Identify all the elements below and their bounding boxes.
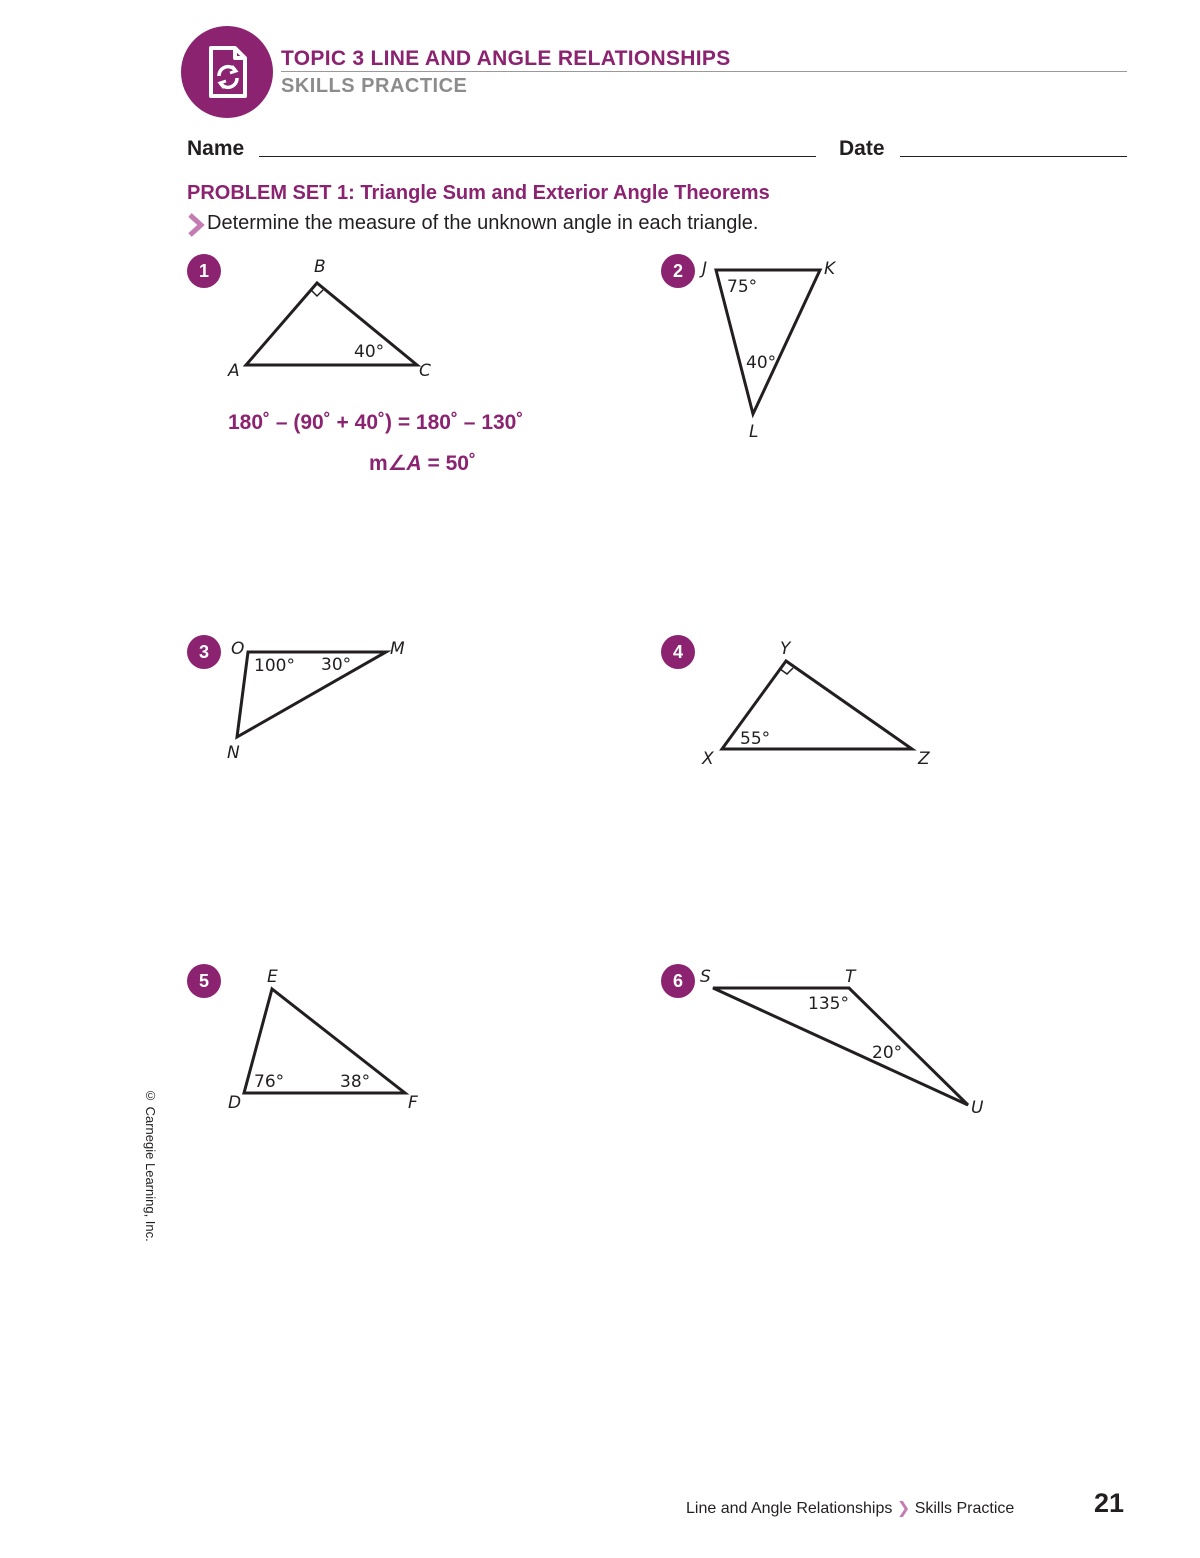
answer-prefix: m∠ xyxy=(369,452,407,475)
vertex-label: M xyxy=(390,639,405,659)
problem-number-badge: 3 xyxy=(187,635,221,669)
angle-label: 75° xyxy=(727,277,758,297)
angle-label: 38° xyxy=(340,1072,371,1092)
problem-number-badge: 2 xyxy=(661,254,695,288)
vertex-label: F xyxy=(408,1093,418,1113)
vertex-label: Z xyxy=(918,749,930,769)
topic-subtitle: SKILLS PRACTICE xyxy=(281,75,468,97)
vertex-label: J xyxy=(702,259,708,279)
problem-number-badge: 5 xyxy=(187,964,221,998)
triangle-abc xyxy=(246,283,417,365)
angle-label: 55° xyxy=(740,729,771,749)
angle-label: 76° xyxy=(254,1072,285,1092)
page-number: 21 xyxy=(1094,1488,1125,1518)
vertex-label: N xyxy=(227,743,240,763)
problem-set-title: PROBLEM SET 1: Triangle Sum and Exterior Angle Theorems xyxy=(187,182,770,204)
answer-value: = 50˚ xyxy=(421,452,476,475)
problem-number-badge: 6 xyxy=(661,964,695,998)
problem-1-answer-work: 180˚ – (90˚ + 40˚) = 180˚ – 130˚ xyxy=(228,411,524,434)
vertex-label: O xyxy=(231,639,245,659)
problem-number-badge: 1 xyxy=(187,254,221,288)
footer-section: Skills Practice xyxy=(914,1500,1015,1517)
angle-label: 30° xyxy=(321,655,352,675)
footer-topic: Line and Angle Relationships xyxy=(686,1500,893,1517)
vertex-label: S xyxy=(700,967,711,987)
angle-label: 100° xyxy=(254,656,295,676)
vertex-label: L xyxy=(749,422,759,442)
copyright-notice: © Carnegie Learning, Inc. xyxy=(143,1088,158,1242)
angle-label: 40° xyxy=(354,342,385,362)
chevron-right-icon: ❯ xyxy=(896,1500,911,1517)
right-angle-mark-b xyxy=(311,290,323,296)
vertex-label: U xyxy=(971,1098,984,1118)
vertex-label: A xyxy=(228,361,240,381)
topic-title: TOPIC 3 LINE AND ANGLE RELATIONSHIPS xyxy=(281,47,731,70)
vertex-label: T xyxy=(845,967,856,987)
vertex-label: C xyxy=(419,361,431,381)
vertex-label: K xyxy=(824,259,836,279)
answer-variable: A xyxy=(406,452,422,475)
vertex-label: D xyxy=(228,1093,242,1113)
vertex-label: X xyxy=(702,749,714,769)
vertex-label: Y xyxy=(780,639,791,659)
problem-number-badge: 4 xyxy=(661,635,695,669)
angle-label: 20° xyxy=(872,1043,903,1063)
footer-breadcrumb xyxy=(686,1498,1014,1518)
instruction-text: Determine the measure of the unknown angle in each triangle. xyxy=(207,212,759,234)
angle-label: 40° xyxy=(746,353,777,373)
date-label: Date xyxy=(839,137,885,160)
name-label: Name xyxy=(187,137,245,160)
vertex-label: B xyxy=(314,257,326,277)
vertex-label: E xyxy=(267,967,278,987)
angle-label: 135° xyxy=(808,994,849,1014)
